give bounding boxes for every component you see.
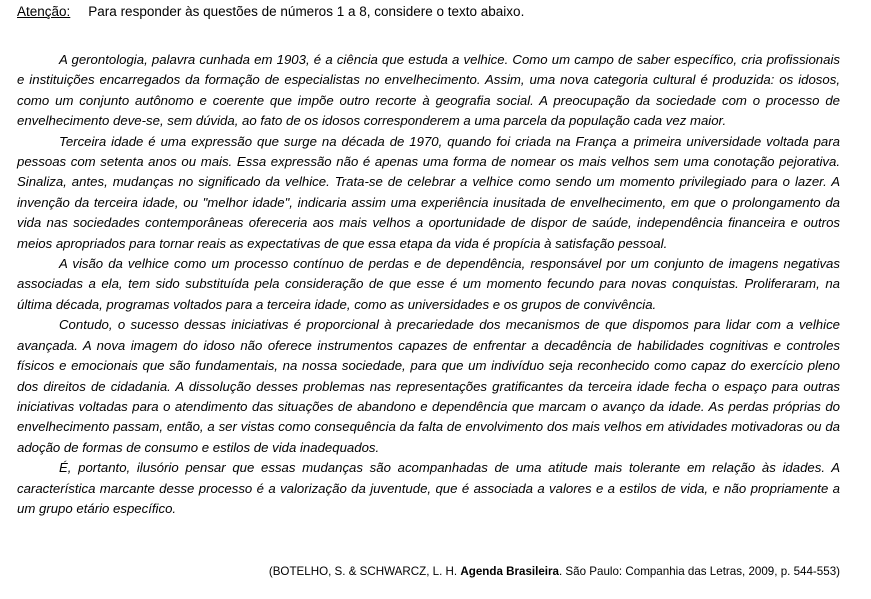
citation-authors: (BOTELHO, S. & SCHWARCZ, L. H. bbox=[268, 565, 458, 578]
paragraph-4: Contudo, o sucesso dessas iniciativas é proporcional à precariedade dos mecanismos de que dispomos para lidar com a velhice avançada. A nova imagem do idoso não oferece instrumentos capazes de enfrentar a decadência de habilidades cognitivas e controles físicos e emocionais que são fundamentais, na nossa sociedade, para que um indivíduo seja reconhecido como capaz do exercício pleno dos direitos de cidadania. A dissolução desses problemas nas representações gratificantes da terceira idade fecha o espaço para outras iniciativas voltadas para o atendimento das situações de abandono e dependência que marcam o avanço da idade. As perdas próprias do envelhecimento passam, então, a ser vistas como consequência da falta de envolvimento dos mais velhos em atividades motivadoras ou da adoção de formas de consumo e estilos de vida inadequados. bbox=[17, 317, 840, 455]
paragraph-1: A gerontologia, palavra cunhada em 1903, é a ciência que estuda a velhice. Como um campo de saber específico, cria profissionais e instituições encarregados da formação de especialistas no envelhecimento. Assim, uma nova categoria cultural é produzida: os idosos, como um conjunto autônomo e coerente que impõe outro recorte à geografia social. A preocupação da sociedade com o processo de envelhecimento deve-se, sem dúvida, ao fato de os idosos corresponderem a uma parcela da população cada vez maior. bbox=[17, 52, 840, 129]
instruction-header bbox=[17, 3, 524, 20]
paragraph-3: A visão da velhice como um processo contínuo de perdas e de dependência, responsável por um conjunto de imagens negativas associadas a ela, tem sido substituída pela consideração de que esse é um momento fecundo para novas conquistas. Proliferaram, na última década, programas voltados para a terceira idade, como as universidades e os grupos de convivência. bbox=[17, 256, 840, 312]
instruction-text: Para responder às questões de números 1 a 8, considere o texto abaixo. bbox=[88, 4, 525, 19]
paragraph-5: É, portanto, ilusório pensar que essas mudanças são acompanhadas de uma atitude mais tolerante em relação às idades. A característica marcante desse processo é a valorização da juventude, que é associada a valores e a estilos de vida, e não propriamente a um grupo etário específico. bbox=[17, 460, 840, 516]
citation-book-title: Agenda Brasileira bbox=[460, 565, 559, 578]
attention-label: Atenção: bbox=[17, 4, 71, 19]
reading-passage bbox=[17, 50, 840, 519]
citation-publication: . São Paulo: Companhia das Letras, 2009, p. 544-553) bbox=[558, 565, 840, 578]
paragraph-2: Terceira idade é uma expressão que surge na década de 1970, quando foi criada na França a primeira universidade voltada para pessoas com setenta anos ou mais. Essa expressão não é apenas uma forma de nomear os mais velhos sem uma conotação pejorativa. Sinaliza, antes, mudanças no significado da velhice. Trata-se de celebrar a velhice como sendo um momento privilegiado para o lazer. A invenção da terceira idade, ou "melhor idade", indicaria assim uma experiência inusitada de envelhecimento, em que o prolongamento da vida nas sociedades contemporâneas ofereceria aos mais velhos a oportunidade de dispor de saúde, independência financeira e outros meios apropriados para tornar reais as expectativas de que essa etapa da vida é propícia à satisfação pessoal. bbox=[17, 133, 840, 251]
source-citation bbox=[269, 564, 840, 580]
